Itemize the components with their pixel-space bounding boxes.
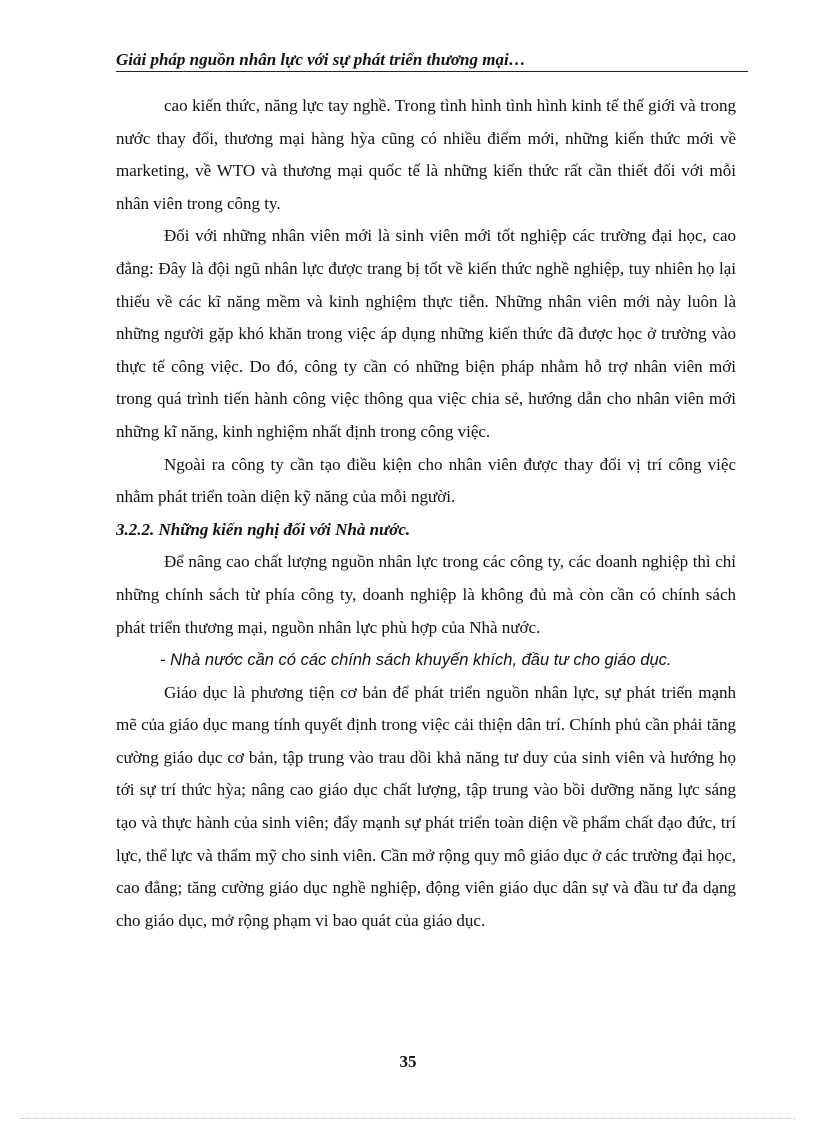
page-body: [116, 90, 736, 937]
section-intro: Để nâng cao chất lượng nguồn nhân lực trong các công ty, các doanh nghiệp thì chỉ những chính sách từ phía công ty, doanh nghiệp là không đủ mà còn cần có chính sách phát triển thương mại, nguồn nhân lực phù hợp của Nhà nước.: [116, 552, 736, 637]
section-body: Giáo dục là phương tiện cơ bản để phát triển nguồn nhân lực, sự phát triển mạnh mẽ của giáo dục mang tính quyết định trong việc cải thiện dân trí. Chính phủ cần phải tăng cường giáo dục cơ bản, tập trung vào trau dồi khả năng tư duy của sinh viên và hướng họ tới sự trí thức hỳa; nâng cao giáo dục chất lượng, tập trung vào bồi dưỡng năng lực sáng tạo và thực hành của sinh viên; đẩy mạnh sự phát triển toàn diện về phẩm chất đạo đức, trí lực, thể lực và thẩm mỹ cho sinh viên. Cần mở rộng quy mô giáo dục ở các trường đại học, cao đẳng; tăng cường giáo dục nghề nghiệp, động viên giáo dục dân sự và đầu tư đa dạng cho giáo dục, mở rộng phạm vi bao quát của giáo dục.: [116, 682, 736, 930]
policy-bullet: - Nhà nước cần có các chính sách khuyến khích, đầu tư cho giáo dục.: [160, 651, 672, 670]
header-title: Giải pháp nguồn nhân lực với sự phát triển thương mại…: [116, 50, 526, 69]
paragraph-3: Ngoài ra công ty cần tạo điều kiện cho nhân viên được thay đổi vị trí công việc nhằm phát triển toàn diện kỹ năng của mỗi người.: [116, 454, 736, 507]
section-heading: 3.2.2. Những kiến nghị đối với Nhà nước.: [116, 519, 411, 539]
page-number: 35: [399, 1052, 417, 1071]
page-bottom-divider: [20, 1118, 796, 1119]
paragraph-2: Đối với những nhân viên mới là sinh viên mới tốt nghiệp các trường đại học, cao đẳng: Đây là đội ngũ nhân lực được trang bị tốt về kiến thức nghề nghiệp, tuy nhiên họ lại thiếu về các kĩ năng mềm và kinh nghiệm thực tiễn. Những nhân viên mới này luôn là những người gặp khó khăn trong việc áp dụng những kiến thức đã được học ở trường vào thực tế công việc. Do đó, công ty cần có những biện pháp nhằm hỗ trợ nhân viên mới trong quá trình tiến hành công việc thông qua việc chia sẻ, hướng dẫn cho nhân viên mới những kĩ năng, kinh nghiệm nhất định trong công việc.: [116, 226, 736, 441]
paragraph-1: cao kiến thức, năng lực tay nghề. Trong tình hình tình hình kinh tế thế giới và trong nước thay đổi, thương mại hàng hỳa cũng có nhiều điểm mới, những kiến thức mới về marketing, về WTO và thương mại quốc tế là những kiến thức rất cần thiết đối với mỗi nhân viên trong công ty.: [116, 96, 736, 213]
running-header: [116, 49, 748, 72]
